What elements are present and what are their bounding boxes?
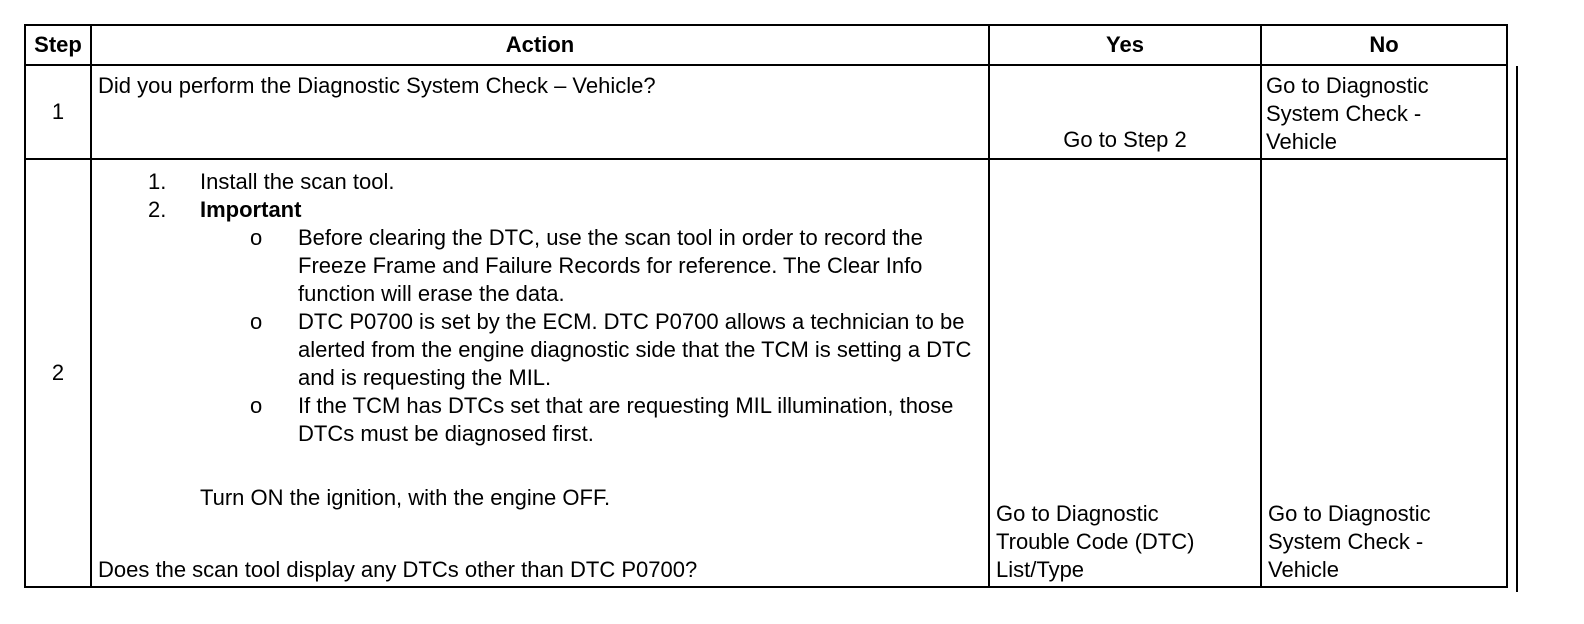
- yes-instruction-line: List/Type: [996, 557, 1085, 582]
- bullet-item: [96, 224, 984, 308]
- diagnostic-table: [24, 24, 1508, 588]
- action-question: Does the scan tool display any DTCs other than DTC P0700?: [98, 557, 698, 582]
- action-list: [96, 168, 984, 586]
- no-instruction: [1266, 72, 1429, 156]
- yes-instruction-line: Go to Diagnostic: [996, 501, 1159, 526]
- step-number: 2: [25, 159, 91, 587]
- header-row: [25, 25, 1507, 65]
- no-instruction-line: Vehicle: [1268, 557, 1339, 582]
- header-action: Action: [91, 25, 989, 65]
- bullet-icon: o: [250, 309, 263, 334]
- list-number: 1.: [148, 169, 167, 194]
- header-yes: Yes: [989, 25, 1261, 65]
- bullet-text: If the TCM has DTCs set that are requesting MIL illumination, those DTCs must be diagnosed first.: [298, 393, 954, 446]
- bullet-icon: o: [250, 393, 263, 418]
- bullet-text: DTC P0700 is set by the ECM. DTC P0700 allows a technician to be alerted from the engine diagnostic side that the TCM is setting a DTC and is requesting the MIL.: [298, 309, 972, 390]
- action-cell: [91, 65, 989, 159]
- no-cell: [1261, 65, 1507, 159]
- bullet-item: [96, 392, 984, 448]
- step-number: 1: [25, 65, 91, 159]
- table-row: [25, 159, 1507, 587]
- action-question: Did you perform the Diagnostic System Check – Vehicle?: [98, 73, 656, 98]
- no-instruction: [1268, 500, 1431, 584]
- table-row: [25, 65, 1507, 159]
- yes-instruction-line: Trouble Code (DTC): [996, 529, 1195, 554]
- bullet-text: Before clearing the DTC, use the scan tool in order to record the Freeze Frame and Failure Records for reference. The Clear Info function will erase the data.: [298, 225, 923, 306]
- instruction-text: Turn ON the ignition, with the engine OFF.: [200, 485, 611, 510]
- yes-instruction: [996, 500, 1194, 584]
- yes-instruction: Go to Step 2: [1063, 127, 1187, 152]
- important-label: Important: [200, 197, 302, 222]
- yes-cell: [989, 159, 1261, 587]
- list-text: Install the scan tool.: [200, 169, 395, 194]
- header-step: Step: [25, 25, 91, 65]
- list-item: [96, 196, 984, 224]
- action-cell: [91, 159, 989, 587]
- yes-cell: [989, 65, 1261, 159]
- list-item: [96, 168, 984, 196]
- no-instruction-line: Go to Diagnostic: [1268, 501, 1431, 526]
- no-cell: [1261, 159, 1507, 587]
- table-right-rule: [1516, 66, 1518, 592]
- list-number: 2.: [148, 197, 167, 222]
- header-no: No: [1261, 25, 1507, 65]
- no-instruction-line: System Check -: [1266, 101, 1422, 126]
- no-instruction-line: Vehicle: [1266, 129, 1337, 154]
- bullet-icon: o: [250, 225, 263, 250]
- bullet-item: [96, 308, 984, 392]
- no-instruction-line: System Check -: [1268, 529, 1424, 554]
- no-instruction-line: Go to Diagnostic: [1266, 73, 1429, 98]
